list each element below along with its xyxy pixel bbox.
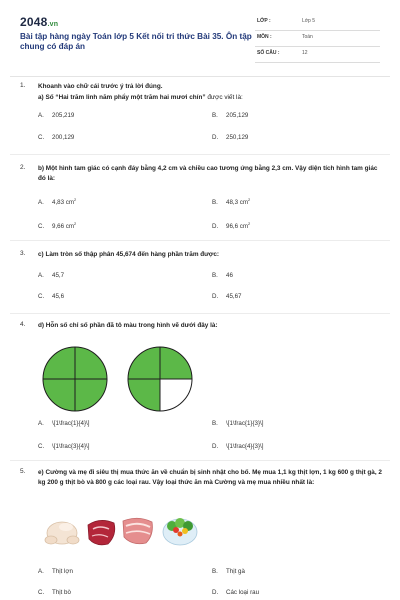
question-number: 2. xyxy=(20,164,26,171)
document-title: Bài tập hàng ngày Toán lớp 5 Kết nối tri thức Bài 35. Ôn tập chung có đáp án xyxy=(20,32,252,51)
header-divider xyxy=(10,76,390,77)
meta-row-count xyxy=(255,47,380,63)
question-separator xyxy=(10,240,390,241)
question-text: d) Hỗn số chỉ số phần đã tô màu trong hình vẽ dưới đây là: xyxy=(38,322,218,329)
fraction-circle-full xyxy=(40,344,110,414)
question-number: 5. xyxy=(20,468,26,475)
beef-image xyxy=(84,515,118,549)
option-b[interactable]: B. Thịt gà xyxy=(212,568,245,575)
option-c[interactable]: C. 9,66 $cm^2$ xyxy=(38,221,77,231)
question-3 xyxy=(20,250,385,310)
option-c[interactable]: C. \[1\frac{3}{4}\] xyxy=(38,443,90,450)
question-number: 1. xyxy=(20,82,26,89)
option-d[interactable]: D. Các loại rau xyxy=(212,589,260,596)
option-d[interactable]: D. 250,129 xyxy=(212,134,249,141)
chicken-image xyxy=(42,513,82,549)
option-d[interactable]: D. 45,67 xyxy=(212,293,242,300)
question-text: c) Làm tròn số thập phân 45,674 đến hàng phần trăm được: xyxy=(38,251,220,258)
meta-table xyxy=(255,15,380,63)
question-2 xyxy=(20,164,385,236)
option-a[interactable]: A. 4,83 $cm^2$ xyxy=(38,197,77,207)
option-b[interactable]: B. 48,3 $cm^2$ xyxy=(212,197,251,207)
option-c[interactable]: C. 45,6 xyxy=(38,293,65,300)
question-text: Khoanh vào chữ cái trước ý trả lời đúng. xyxy=(38,83,163,90)
meta-row-grade xyxy=(255,15,380,31)
option-d[interactable]: D. \[1\frac{4}{3}\] xyxy=(212,443,264,450)
site-logo[interactable]: 2048.vn xyxy=(20,15,59,29)
header xyxy=(20,15,380,65)
question-separator xyxy=(10,460,390,461)
meta-value: Toán xyxy=(302,34,313,40)
question-number: 3. xyxy=(20,250,26,257)
question-subtext: a) Số “Hai trăm linh năm phẩy một trăm hai mươi chín” được viết là: xyxy=(38,94,243,101)
option-b[interactable]: B. 46 xyxy=(212,272,233,279)
question-4 xyxy=(20,321,385,456)
question-text: b) Một hình tam giác có cạnh đáy bằng 4,2 cm và chiều cao tương ứng bằng 2,3 cm. Vậy diện tích hình tam giác đó là: xyxy=(38,165,378,182)
meta-key: MÔN : xyxy=(257,34,272,40)
meta-value: 12 xyxy=(302,50,308,56)
meta-value: Lớp 5 xyxy=(302,18,316,24)
option-a[interactable]: A. 45,7 xyxy=(38,272,65,279)
option-c[interactable]: C. 200,129 xyxy=(38,134,75,141)
option-d[interactable]: D. 96,6 $cm^2$ xyxy=(212,221,251,231)
question-5 xyxy=(20,468,385,600)
option-b[interactable]: B. 205,129 xyxy=(212,112,249,119)
question-separator xyxy=(10,154,390,155)
option-a[interactable]: A. Thịt lợn xyxy=(38,568,73,575)
pork-image xyxy=(120,513,156,549)
vegetable-salad-image xyxy=(160,510,200,548)
option-b[interactable]: B. \[1\frac{1}{3}\] xyxy=(212,420,264,427)
option-a[interactable]: A. \[1\frac{1}{4}\] xyxy=(38,420,90,427)
option-c[interactable]: C. Thịt bò xyxy=(38,589,71,596)
question-1 xyxy=(20,82,385,152)
question-separator xyxy=(10,313,390,314)
question-number: 4. xyxy=(20,321,26,328)
option-a[interactable]: A. 205,219 xyxy=(38,112,75,119)
question-text: e) Cường và mẹ đi siêu thị mua thức ăn về chuẩn bị sinh nhật cho bố. Mẹ mua 1,1 kg thịt lợn, 1 kg 600 g thịt gà, 2 kg 200 g thịt bò và 800 g các loại rau. Vậy loại thức ăn mà Cường và mẹ mua nhiều nhất là: xyxy=(38,469,382,486)
meta-key: SỐ CÂU : xyxy=(257,50,280,56)
meta-row-subject xyxy=(255,31,380,47)
fraction-circle-partial xyxy=(125,344,195,414)
meta-key: LỚP : xyxy=(257,18,271,24)
